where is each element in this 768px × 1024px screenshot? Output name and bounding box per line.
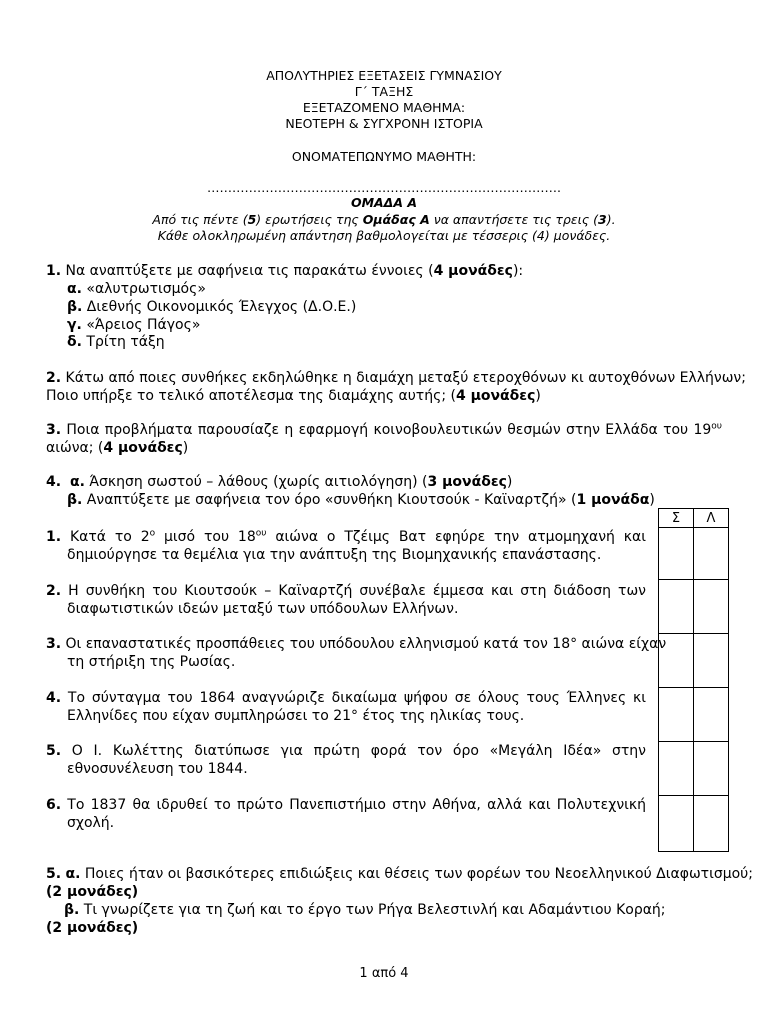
answer-cell-3-false[interactable]	[694, 634, 729, 688]
question-5-part-a-marks: (2 μονάδες)	[46, 884, 139, 900]
answer-cell-1-false[interactable]	[694, 528, 729, 580]
instructions-line-1: Από τις πέντε (5) ερωτήσεις της Ομάδας Α να απαντήσετε τις τρεις (3).	[152, 212, 616, 227]
student-name-label: ΟΝΟΜΑΤΕΠΩΝΥΜΟ ΜΑΘΗΤΗ:	[291, 149, 477, 164]
group-title: ΟΜΑΔΑ Α	[350, 195, 418, 210]
answer-cell-1-true[interactable]	[659, 528, 694, 580]
page-number: 1 από 4	[359, 966, 409, 981]
tf-statement-5-line-2: εθνοσυνέλευση του 1844.	[67, 761, 248, 777]
tf-statement-2-line-1: 2. Η συνθήκη του Κιουτσούκ – Καϊναρτζή συνέβαλε έμμεσα και στη διάδοση των	[46, 583, 647, 599]
question-2-line-1: 2. Κάτω από ποιες συνθήκες εκδηλώθηκε η διαμάχη μεταξύ ετεροχθόνων κι αυτοχθόνων Ελλήνων;	[46, 370, 746, 386]
question-1-item-c: γ. «Άρειος Πάγος»	[67, 317, 201, 333]
answer-cell-5-true[interactable]	[659, 742, 694, 796]
question-4-part-b: β. Αναπτύξετε με σαφήνεια τον όρο «συνθήκη Κιουτσούκ - Καϊναρτζή» (1 μονάδα)	[67, 492, 655, 508]
answer-cell-2-true[interactable]	[659, 580, 694, 634]
question-4-part-a: 4. α. Άσκηση σωστού – λάθους (χωρίς αιτιολόγηση) (3 μονάδες)	[46, 474, 513, 490]
tf-statement-3-line-2: τη στήριξη της Ρωσίας.	[67, 654, 236, 670]
subject-label: ΕΞΕΤΑΖΟΜΕΝΟ ΜΑΘΗΜΑ:	[302, 100, 466, 115]
answer-cell-6-false[interactable]	[694, 796, 729, 852]
answer-cell-5-false[interactable]	[694, 742, 729, 796]
tf-statement-4-line-1: 4. Το σύνταγμα του 1864 αναγνώριζε δικαίωμα ψήφου σε όλους τους Έλληνες κι	[46, 690, 647, 706]
answer-cell-3-true[interactable]	[659, 634, 694, 688]
class-label: Γ΄ ΤΑΞΗΣ	[354, 84, 414, 99]
answer-cell-2-false[interactable]	[694, 580, 729, 634]
answer-cell-6-true[interactable]	[659, 796, 694, 852]
tf-statement-6-line-1: 6. Το 1837 θα ιδρυθεί το πρώτο Πανεπιστήμιο στην Αθήνα, αλλά και Πολυτεχνική	[46, 797, 647, 813]
tf-statement-4-line-2: Ελληνίδες που είχαν συμπληρώσει το 21° έτος της ηλικίας τους.	[67, 708, 525, 724]
student-name-field: ………………………………………………………………………….	[207, 180, 561, 195]
answer-cell-4-true[interactable]	[659, 688, 694, 742]
question-5-part-b-marks: (2 μονάδες)	[46, 920, 139, 936]
tf-statement-1-line-1: 1. Κατά το $2^o$ μισό του $18^{o\upsilon}$ αιώνα ο Τζέιμς Βατ εφηύρε την ατμομηχανή και	[46, 528, 647, 545]
true-false-answer-table	[658, 508, 729, 852]
subject-name: ΝΕΟΤΕΡΗ & ΣΥΓΧΡΟΝΗ ΙΣΤΟΡΙΑ	[285, 116, 483, 131]
question-5-part-a: 5. α. Ποιες ήταν οι βασικότερες επιδιώξεις και θέσεις των φορέων του Νεοελληνικού Διαφωτισμού;	[46, 866, 753, 882]
answer-cell-4-false[interactable]	[694, 688, 729, 742]
question-1-item-d: δ. Τρίτη τάξη	[67, 334, 165, 350]
question-1-item-a: α. «αλυτρωτισμός»	[67, 281, 206, 297]
question-3-line-1: 3. Ποια προβλήματα παρουσίαζε η εφαρμογή κοινοβουλευτικών θεσμών στην Ελλάδα του $19^{o\upsilon}$	[46, 421, 723, 438]
instructions-line-2: Κάθε ολοκληρωμένη απάντηση βαθμολογείται με τέσσερις (4) μονάδες.	[157, 228, 611, 243]
column-false-header: Λ	[694, 509, 729, 528]
tf-statement-5-line-1: 5. Ο Ι. Κωλέττης διατύπωσε για πρώτη φορά τον όρο «Μεγάλη Ιδέα» στην	[46, 743, 647, 759]
tf-statement-1-line-2: δημιούργησε τα θεμέλια για την ανάπτυξη της Βιομηχανικής επανάστασης.	[67, 547, 602, 563]
column-true-header: Σ	[659, 509, 694, 528]
tf-statement-6-line-2: σχολή.	[67, 815, 115, 831]
tf-statement-3-line-1: 3. Οι επαναστατικές προσπάθειες του υπόδουλου ελληνισμού κατά τον 18° αιώνα είχαν	[46, 636, 667, 652]
question-1: 1. Να αναπτύξετε με σαφήνεια τις παρακάτω έννοιες (4 μονάδες):	[46, 263, 524, 279]
tf-statement-2-line-2: διαφωτιστικών ιδεών μεταξύ των υπόδουλων Ελλήνων.	[67, 601, 459, 617]
question-2-line-2: Ποιο υπήρξε το τελικό αποτέλεσμα της διαμάχης αυτής; (4 μονάδες)	[46, 388, 541, 404]
exam-title: ΑΠΟΛΥΤΗΡΙΕΣ ΕΞΕΤΑΣΕΙΣ ΓΥΜΝΑΣΙΟΥ	[266, 68, 502, 83]
question-3-line-2: αιώνα; (4 μονάδες)	[46, 440, 189, 456]
question-1-item-b: β. Διεθνής Οικονομικός Έλεγχος (Δ.Ο.Ε.)	[67, 299, 357, 315]
question-5-part-b: β. Τι γνωρίζετε για τη ζωή και το έργο των Ρήγα Βελεστινλή και Αδαμάντιου Κοραή;	[64, 902, 666, 918]
